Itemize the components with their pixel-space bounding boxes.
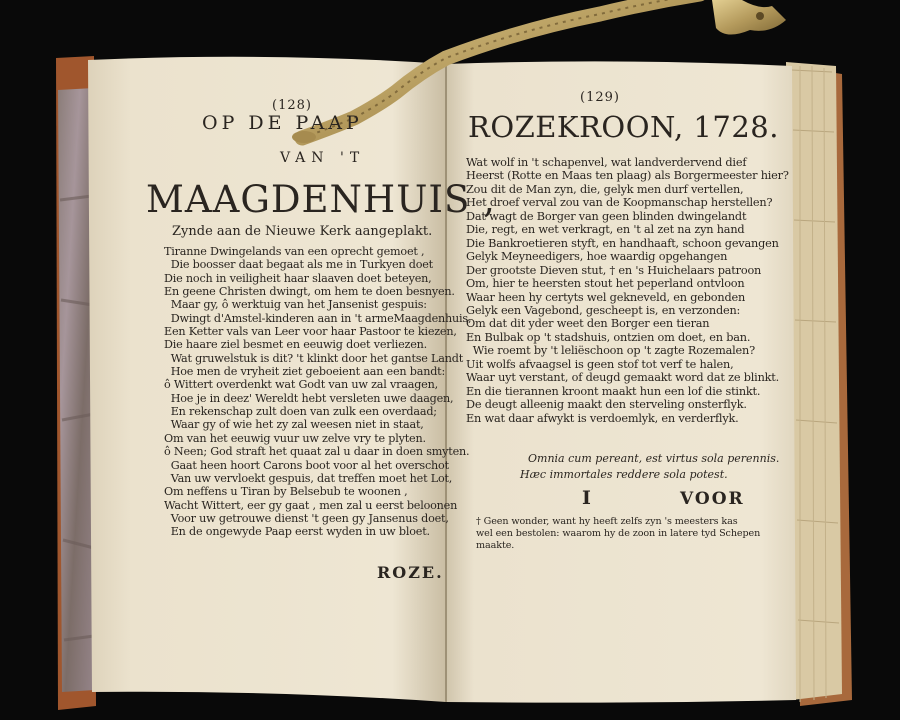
poem-line: En rekenschap zult doen van zulk een overdaad; xyxy=(164,405,437,419)
footnote-line: maakte. xyxy=(476,540,515,551)
poem-line: Dat wagt de Borger van geen blinden dwingelandt xyxy=(466,209,747,223)
poem-line: Die, regt, en wet verkragt, en 't al zet na zyn hand xyxy=(466,223,745,237)
poem-line: Om van het eeuwig vuur uw zelve vry te plyten. xyxy=(164,431,426,445)
poem-line: ô Neen; God straft het quaat zal u daar in doen smyten. xyxy=(164,445,470,459)
footnote-line: wel een bestolen: waarom hy de zoon in latere tyd Schepen xyxy=(476,528,761,539)
poem-line: Die boosser daat begaat als me in Turkyen doet xyxy=(164,258,433,272)
left-title: MAAGDENHUIS , xyxy=(146,178,496,221)
poem-line: Gelyk Meyneedigers, hoe waardig opgehangen xyxy=(466,250,728,264)
poem-line: De deugt alleenig maakt den sterveling onsterflyk. xyxy=(466,398,747,412)
right-catchword: VOOR xyxy=(680,489,745,509)
poem-line: Wat wolf in 't schapenvel, wat landverdervend dief xyxy=(466,156,747,169)
poem-line: Die noch in veiligheit haar slaaven doet beteyen, xyxy=(164,271,432,285)
poem-line: Een Ketter vals van Leer voor haar Pastoor te kiezen, xyxy=(164,325,457,339)
poem-line: Voor uw getrouwe dienst 't geen gy Jansenus doet, xyxy=(164,511,449,525)
poem-line: Gaat heen hoort Carons boot voor al het overschot xyxy=(164,458,449,472)
poem-line: Tiranne Dwingelands van een oprecht gemoet , xyxy=(164,245,425,258)
right-poem xyxy=(466,156,789,425)
poem-line: Wie roemt by 't leliëschoon op 't zagte Rozemalen? xyxy=(466,344,755,358)
poem-line: Dwingt d'Amstel-kinderen aan in 't armeMaagdenhuis, xyxy=(164,311,472,325)
left-van-t: VAN 'T xyxy=(280,150,366,166)
poem-line: Wat gruwelstuk is dit? 't klinkt door het gantse Landt xyxy=(164,351,464,365)
poem-line: Van uw vervloekt gespuis, dat treffen moet het Lot, xyxy=(164,471,453,485)
poem-line: Die Bankroetieren styft, en handhaaft, schoon gevangen xyxy=(466,236,779,250)
poem-line: En die tierannen kroont maakt hun een lof die stinkt. xyxy=(466,384,761,398)
right-cover xyxy=(786,62,852,706)
poem-line: En Bulbak op 't stadshuis, ontzien om doet, en ban. xyxy=(466,330,751,344)
poem-line: Waar gy of wie het zy zal weesen niet in staat, xyxy=(164,418,424,432)
poem-line: Om, hier te heersten stout het peperland ontvloon xyxy=(466,277,745,291)
poem-line: Der grootste Dieven stut, † en 's Huichelaars patroon xyxy=(466,263,762,277)
poem-line: ô Wittert overdenkt wat Godt van uw zal vraagen, xyxy=(164,378,438,392)
poem-line: Om dat dit yder weet den Borger een tieran xyxy=(466,317,710,331)
poem-line: Om neffens u Tiran by Belsebub te woonen , xyxy=(164,485,408,499)
poem-line: En wat daar afwykt is verdoemlyk, en verderflyk. xyxy=(466,411,739,425)
signature-mark: I xyxy=(582,487,593,509)
right-page-number: (129) xyxy=(580,90,620,105)
poem-line: Hoe je in deez' Wereldt hebt versleten uwe daagen, xyxy=(164,391,454,405)
right-page xyxy=(446,70,792,700)
poem-line: En de ongewyde Paap eerst wyden in uw bloet. xyxy=(164,525,430,539)
poem-line: Uit wolfs afvaagsel is geen stof tot verf te halen, xyxy=(466,357,734,371)
poem-line: Gelyk een Vagebond, gescheept is, en verzonden: xyxy=(466,303,741,317)
poem-line: Waar heen hy certyts wel gekneveld, en gebonden xyxy=(466,290,746,304)
poem-line: Heerst (Rotte en Maas ten plaag) als Borgermeester hier? xyxy=(466,169,789,183)
poem-line: Die haare ziel besmet en eeuwig doet verliezen. xyxy=(164,338,428,352)
poem-line: Het droef verval zou van de Koopmanschap herstellen? xyxy=(466,196,773,210)
poem-line: Hoe men de vryheit ziet geboeient aan een bandt: xyxy=(164,365,446,379)
poem-line: Maar gy, ô werktuig van het Jansenist gespuis: xyxy=(164,298,427,312)
poem-line: En geene Christen dwingt, om hem te doen besnyen. xyxy=(164,285,455,299)
left-heading: OP DE PAAP xyxy=(202,112,363,134)
footnote-line: † Geen wonder, want hy heeft zelfs zyn 's meesters kas xyxy=(476,516,738,527)
footnote xyxy=(476,516,760,552)
left-subtitle: Zynde aan de Nieuwe Kerk aangeplakt. xyxy=(172,224,433,239)
poem-line: Zou dit de Man zyn, die, gelyk men durf vertellen, xyxy=(466,182,744,196)
left-page-number: (128) xyxy=(272,98,312,113)
motto-line-1: Omnia cum pereant, est virtus sola perennis. xyxy=(528,452,780,465)
left-catchword: ROZE. xyxy=(377,563,444,582)
brass-ornament xyxy=(712,0,786,35)
poem-line: Waar uyt verstant, of deugd gemaakt word dat ze blinkt. xyxy=(466,371,780,385)
right-title: ROZEKROON, 1728. xyxy=(468,110,779,144)
poem-line: Wacht Wittert, eer gy gaat , men zal u eerst beloonen xyxy=(164,498,458,512)
left-poem xyxy=(164,245,471,539)
motto-line-2: Hæc immortales reddere sola potest. xyxy=(520,468,728,481)
